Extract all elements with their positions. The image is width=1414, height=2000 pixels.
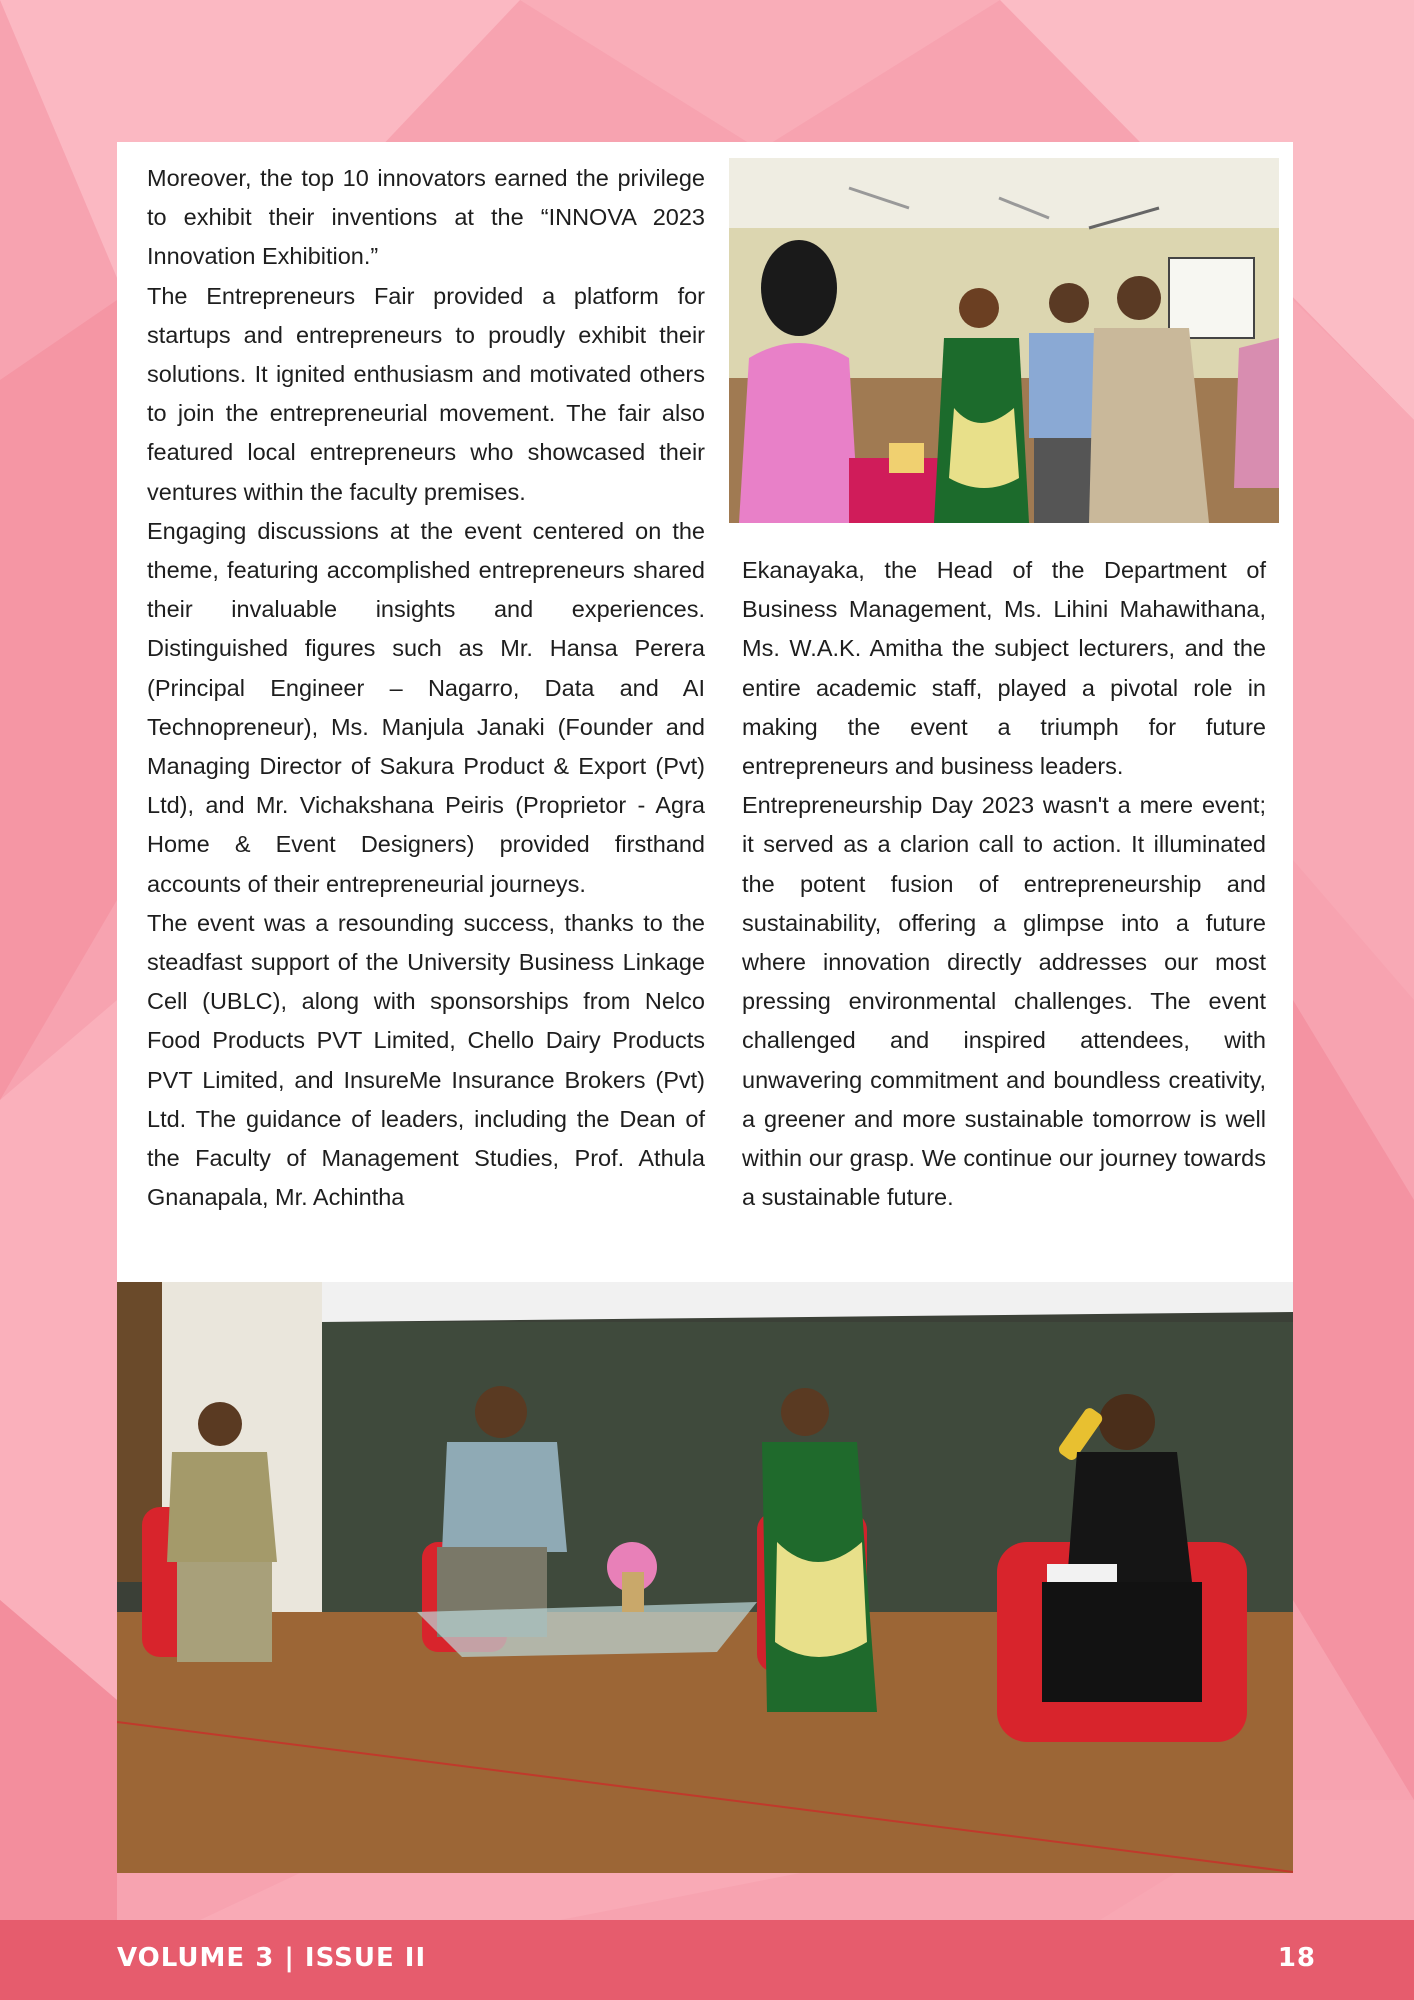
page-number: 18 <box>1277 1943 1316 1973</box>
paragraph: The event was a resounding success, thanks to the steadfast support of the University Business Linkage Cell (UBLC), along with sponsorships from Nelco Food Products PVT Limited, Chello Dairy Products PVT Limited, and InsureMe Insurance Brokers (Pvt) Ltd. The guidance of leaders, including the Dean of the Faculty of Management Studies, Prof. Athula Gnanapala, Mr. Achintha <box>147 909 705 1211</box>
article-left-column <box>147 159 705 1217</box>
paragraph: Engaging discussions at the event centered on the theme, featuring accomplished entrepreneurs shared their invaluable insights and experiences. Distinguished figures such as Mr. Hansa Perera (Principal Engineer – Nagarro, Data and AI Technopreneur), Ms. Manjula Janaki (Founder and Managing Director of Sakura Product & Export (Pvt) Ltd), and Mr. Vichakshana Peiris (Proprietor - Agra Home & Event Designers) provided firsthand accounts of their entrepreneurial journeys. <box>147 517 705 897</box>
paragraph: Entrepreneurship Day 2023 wasn't a mere event; it served as a clarion call to action. It illuminated the potent fusion of entrepreneurship and sustainability, offering a glimpse into a future where innovation directly addresses our most pressing environmental challenges. The event challenged and inspired attendees, with unwavering commitment and boundless creativity, a greener and more sustainable tomorrow is well within our grasp. We continue our journey towards a sustainable future. <box>742 792 1266 1211</box>
article-right-column <box>742 551 1266 1217</box>
panel-discussion-photo <box>117 1282 1293 1873</box>
issue-label: VOLUME 3 | ISSUE II <box>117 1943 427 1973</box>
paragraph: The Entrepreneurs Fair provided a platform for startups and entrepreneurs to proudly exhibit their solutions. It ignited enthusiasm and motivated others to join the entrepreneurial movement. The fair also featured local entrepreneurs who showcased their ventures within the faculty premises. <box>147 282 705 505</box>
paragraph: Moreover, the top 10 innovators earned the privilege to exhibit their inventions at the “INNOVA 2023 Innovation Exhibition.” <box>147 165 705 270</box>
paragraph: Ekanayaka, the Head of the Department of Business Management, Ms. Lihini Mahawithana, Ms. W.A.K. Amitha the subject lecturers, and the entire academic staff, played a pivotal role in making the event a triumph for future entrepreneurs and business leaders. <box>742 557 1266 780</box>
exhibition-photo <box>729 158 1279 523</box>
